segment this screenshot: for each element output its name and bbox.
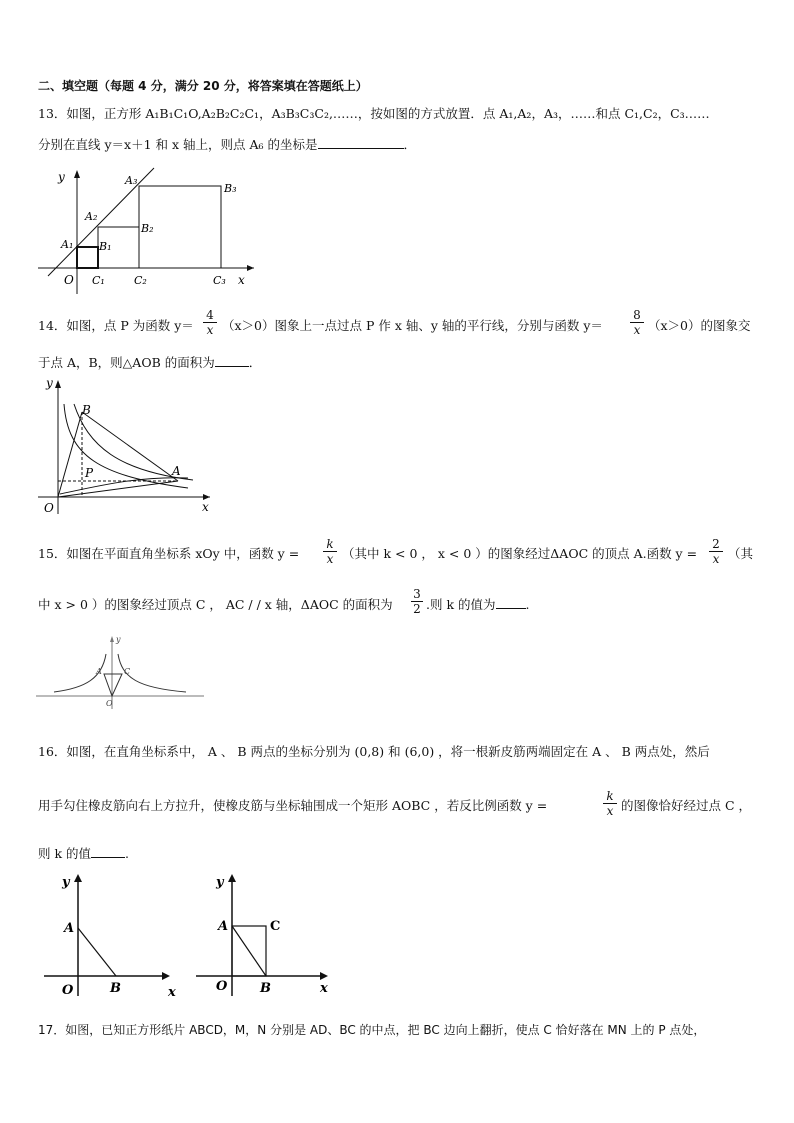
q14-text-line1b: （x＞0）图象上一点过点 P 作 x 轴、y 轴的平行线，分别与函数 y＝ <box>222 318 603 333</box>
q14-text-line1a: 14．如图，点 P 为函数 y＝ <box>38 318 194 333</box>
q16-fig1-label-B: B <box>110 981 121 996</box>
q16-fig2-label-B: B <box>260 981 271 996</box>
q14-side-OA <box>58 481 178 497</box>
q16-fig2-label-y: y <box>216 875 224 890</box>
q13-label-B2: B₂ <box>141 222 154 235</box>
q15-text-line2b: .则 k 的值为 <box>426 597 496 612</box>
q15-fraction-3 <box>411 587 423 616</box>
q13-figure <box>36 166 266 296</box>
q14-period: ． <box>248 355 262 370</box>
q14-label-P: P <box>85 466 94 480</box>
q14-text-line1c: （x＞0）的图象交 <box>648 318 751 333</box>
q13-line <box>48 168 154 276</box>
q15-fraction-1 <box>323 537 337 566</box>
q13-square-1 <box>77 247 98 268</box>
q13-label-A1: A₁ <box>61 238 74 251</box>
q14-label-O: O <box>44 501 54 515</box>
arrow-icon <box>55 380 61 388</box>
q13-label-y: y <box>58 170 65 184</box>
q13-label-C3: C₃ <box>213 274 226 287</box>
q16-frac1-num: k <box>606 789 614 803</box>
q16-text-line3-body: 则 k 的值 <box>38 846 92 861</box>
arrow-icon <box>228 874 236 882</box>
q16-fig1-label-y: y <box>62 875 70 890</box>
q13-label-x: x <box>238 273 245 287</box>
q14-fraction-1 <box>203 308 217 337</box>
q15-fraction-2 <box>709 537 723 566</box>
q14-text-line2 <box>38 355 261 371</box>
q15-label-A: A <box>96 667 102 676</box>
q14-curve-low <box>60 478 188 494</box>
q16-text-line3 <box>38 846 129 862</box>
q16-figure-1 <box>40 870 190 1000</box>
arrow-icon <box>74 170 80 178</box>
arrow-icon <box>320 972 328 980</box>
q14-fraction-2 <box>630 308 644 337</box>
q14-label-B: B <box>82 403 91 417</box>
q16-fraction-1 <box>603 789 617 818</box>
answer-blank[interactable] <box>215 366 249 367</box>
q16-text-line2b: 的图像恰好经过点 C ， <box>621 798 752 813</box>
q16-fig2-label-O: O <box>216 979 228 994</box>
q13-text-line2 <box>38 137 416 153</box>
q13-label-A2: A₂ <box>85 210 98 223</box>
q13-label-C1: C₁ <box>92 274 105 287</box>
q16-fig1-segment-AB <box>78 928 116 976</box>
q16-text-line2a: 用手勾住橡皮筋向右上方拉升，使橡皮筋与坐标轴围成一个矩形 AOBC ，若反比例函数 y = <box>38 798 548 813</box>
q15-label-O: O <box>106 699 113 708</box>
q15-text-line1c: （其 <box>728 546 754 561</box>
arrow-icon <box>110 636 114 642</box>
q16-frac1-den: x <box>606 804 614 818</box>
arrow-icon <box>162 972 170 980</box>
q15-frac1-den: x <box>326 552 334 566</box>
q16-text-line1: 16．如图，在直角坐标系中， A 、 B 两点的坐标分别为 (0,8) 和 (6,0) ，将一根新皮筋两端固定在 A 、 B 两点处，然后 <box>38 744 710 759</box>
q14-frac1-num: 4 <box>206 308 214 322</box>
q14-side-BA <box>82 412 178 481</box>
q15-text-line1a: 15．如图在平面直角坐标系 xOy 中，函数 y = <box>38 546 300 561</box>
q15-frac3-num: 3 <box>413 587 421 601</box>
q14-text-line2-body: 于点 A，B，则△AOB 的面积为 <box>38 355 215 370</box>
q15-period: . <box>525 597 530 612</box>
q15-triangle-AOC <box>104 674 122 696</box>
q15-frac1-num: k <box>326 537 334 551</box>
q14-label-y: y <box>46 376 53 390</box>
q15-figure <box>36 634 206 714</box>
q16-fig1-label-A: A <box>64 921 75 936</box>
q14-frac2-num: 8 <box>633 308 641 322</box>
q13-label-C2: C₂ <box>134 274 147 287</box>
q14-side-OB <box>58 412 82 497</box>
q13-label-B3: B₃ <box>224 182 237 195</box>
q15-text-line1b: （其中 k < 0 ， x < 0 ）的图象经过ΔAOC 的顶点 A.函数 y = <box>342 546 698 561</box>
q13-text-line1: 13．如图，正方形 A₁B₁C₁O,A₂B₂C₂C₁，A₃B₃C₃C₂,……，按如图的方式放置．点 A₁,A₂，A₃，……和点 C₁,C₂，C₃…… <box>38 106 710 121</box>
q16-period: . <box>125 846 130 861</box>
q17-text-line1: 17．如图，已知正方形纸片 ABCD，M，N 分别是 AD、BC 的中点，把 BC 边向上翻折，使点 C 恰好落在 MN 上的 P 点处， <box>38 1023 706 1037</box>
answer-blank[interactable] <box>496 608 526 609</box>
q13-label-B1: B₁ <box>99 240 112 253</box>
q14-figure <box>38 376 218 516</box>
q15-frac3-den: 2 <box>413 602 421 616</box>
q16-fig2-label-C: C <box>270 919 281 934</box>
answer-blank[interactable] <box>318 148 404 149</box>
q13-period: ． <box>403 137 417 152</box>
q15-text-line2a: 中 x > 0 ）的图象经过顶点 C ， AC / / x 轴，ΔAOC 的面积为 <box>38 597 393 612</box>
q16-fig2-label-A: A <box>218 919 229 934</box>
q16-fig1-label-x: x <box>168 985 176 1000</box>
q14-frac1-den: x <box>206 323 214 337</box>
q13-text-line2-body: 分别在直线 y＝x＋1 和 x 轴上，则点 A₆ 的坐标是 <box>38 137 318 152</box>
section-header: 二、填空题（每题 4 分，满分 20 分，将答案填在答题纸上） <box>38 79 368 93</box>
q15-text-line2 <box>426 597 529 613</box>
q16-fig1-label-O: O <box>62 983 74 998</box>
q16-fig2-label-x: x <box>320 981 328 996</box>
q14-frac2-den: x <box>633 323 641 337</box>
answer-blank[interactable] <box>91 857 125 858</box>
q13-label-A3: A₃ <box>125 174 138 187</box>
q14-label-x: x <box>202 500 209 514</box>
q15-label-C: C <box>124 667 131 676</box>
q15-frac2-den: x <box>712 552 720 566</box>
q15-frac2-num: 2 <box>712 537 720 551</box>
arrow-icon <box>74 874 82 882</box>
q14-label-A: A <box>172 464 181 478</box>
q13-label-O: O <box>64 273 74 287</box>
arrow-icon <box>247 265 254 271</box>
q16-figure-2 <box>196 870 346 1000</box>
q16-fig2-segment-AB <box>232 926 266 976</box>
q15-label-y: y <box>116 635 121 644</box>
